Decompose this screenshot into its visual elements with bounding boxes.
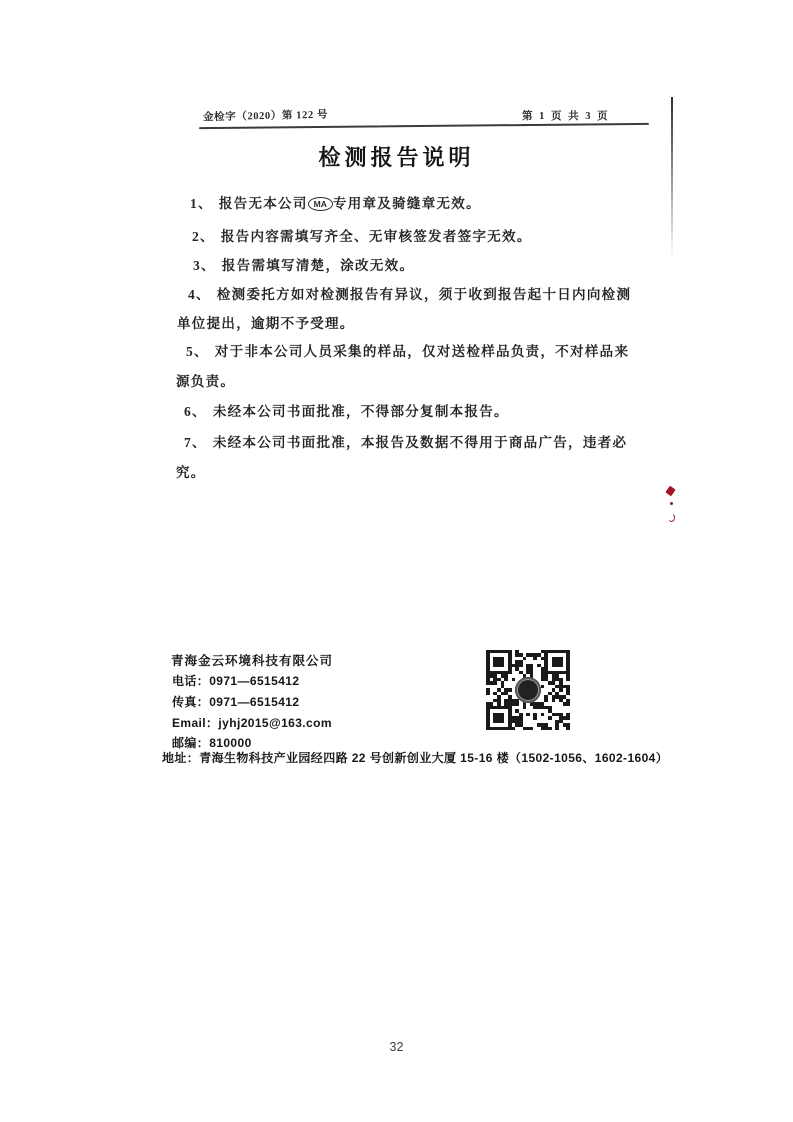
note-item-1 xyxy=(190,192,481,212)
email-label: Email： xyxy=(172,716,219,730)
note-number: 4、 xyxy=(188,287,211,302)
note-item-7-line-2 xyxy=(176,461,206,481)
company-name: 青海金云环境科技有限公司 xyxy=(171,654,334,668)
note-item-5-line-2 xyxy=(176,370,235,390)
fax-row xyxy=(172,693,299,710)
note-item-3 xyxy=(193,254,414,274)
red-stamp-remnant xyxy=(668,513,675,522)
note-text: 报告需填写清楚，涂改无效。 xyxy=(221,258,415,273)
note-text: 对于非本公司人员采集的样品，仅对送检样品负责，不对样品来 xyxy=(214,344,630,359)
phone-value: 0971—6515412 xyxy=(209,674,300,688)
red-stamp-remnant xyxy=(665,486,675,497)
document-number: 金检字（2020）第 122 号 xyxy=(202,109,329,124)
note-number: 1、 xyxy=(190,196,213,211)
note-item-4-line-2 xyxy=(177,312,355,332)
note-number: 6、 xyxy=(184,404,207,419)
address-row xyxy=(162,749,668,766)
postal-label: 邮编： xyxy=(172,736,210,750)
note-item-2 xyxy=(192,225,532,245)
note-item-7-line-1 xyxy=(184,431,627,451)
address-value: 青海生物科技产业园经四路 22 号创新创业大厦 15-16 楼（1502-1056、1602-1604） xyxy=(199,751,669,765)
cma-mark-icon: MA xyxy=(308,197,333,211)
note-number: 3、 xyxy=(193,258,216,273)
phone-label: 电话： xyxy=(172,674,210,688)
email-value: jyhj2015@163.com xyxy=(218,716,332,730)
phone-row xyxy=(172,672,299,689)
note-text: 未经本公司书面批准，不得部分复制本报告。 xyxy=(212,404,509,419)
note-number: 2、 xyxy=(192,229,215,244)
note-number: 7、 xyxy=(184,435,207,450)
footer-page-number: 32 xyxy=(389,1040,404,1054)
qr-center-seal-icon xyxy=(515,677,541,703)
note-text: 检测委托方如对检测报告有异议，须于收到报告起十日内向检测 xyxy=(216,287,632,302)
qr-code xyxy=(486,650,570,730)
address-label: 地址： xyxy=(162,751,200,765)
email-row xyxy=(172,714,332,731)
scan-page-edge xyxy=(671,97,673,259)
note-text: 报告内容需填写齐全、无审核签发者签字无效。 xyxy=(220,229,532,244)
note-text: 专用章及骑缝章无效。 xyxy=(332,196,481,211)
note-text: 源负责。 xyxy=(176,374,236,389)
note-text: 单位提出，逾期不予受理。 xyxy=(177,316,355,331)
note-item-4-line-1 xyxy=(188,283,631,303)
fax-value: 0971—6515412 xyxy=(209,695,300,709)
page-title: 检测报告说明 xyxy=(318,145,475,170)
note-number: 5、 xyxy=(186,344,209,359)
note-item-5-line-1 xyxy=(186,340,629,360)
page-indicator: 第 1 页 共 3 页 xyxy=(522,108,610,125)
note-text: 报告无本公司 xyxy=(218,196,308,211)
note-text: 究。 xyxy=(176,465,206,480)
fax-label: 传真： xyxy=(172,695,210,709)
note-text: 未经本公司书面批准，本报告及数据不得用于商品广告，违者必 xyxy=(212,435,628,450)
red-stamp-remnant xyxy=(670,502,673,505)
postal-value: 810000 xyxy=(209,736,252,750)
note-item-6 xyxy=(184,400,509,420)
